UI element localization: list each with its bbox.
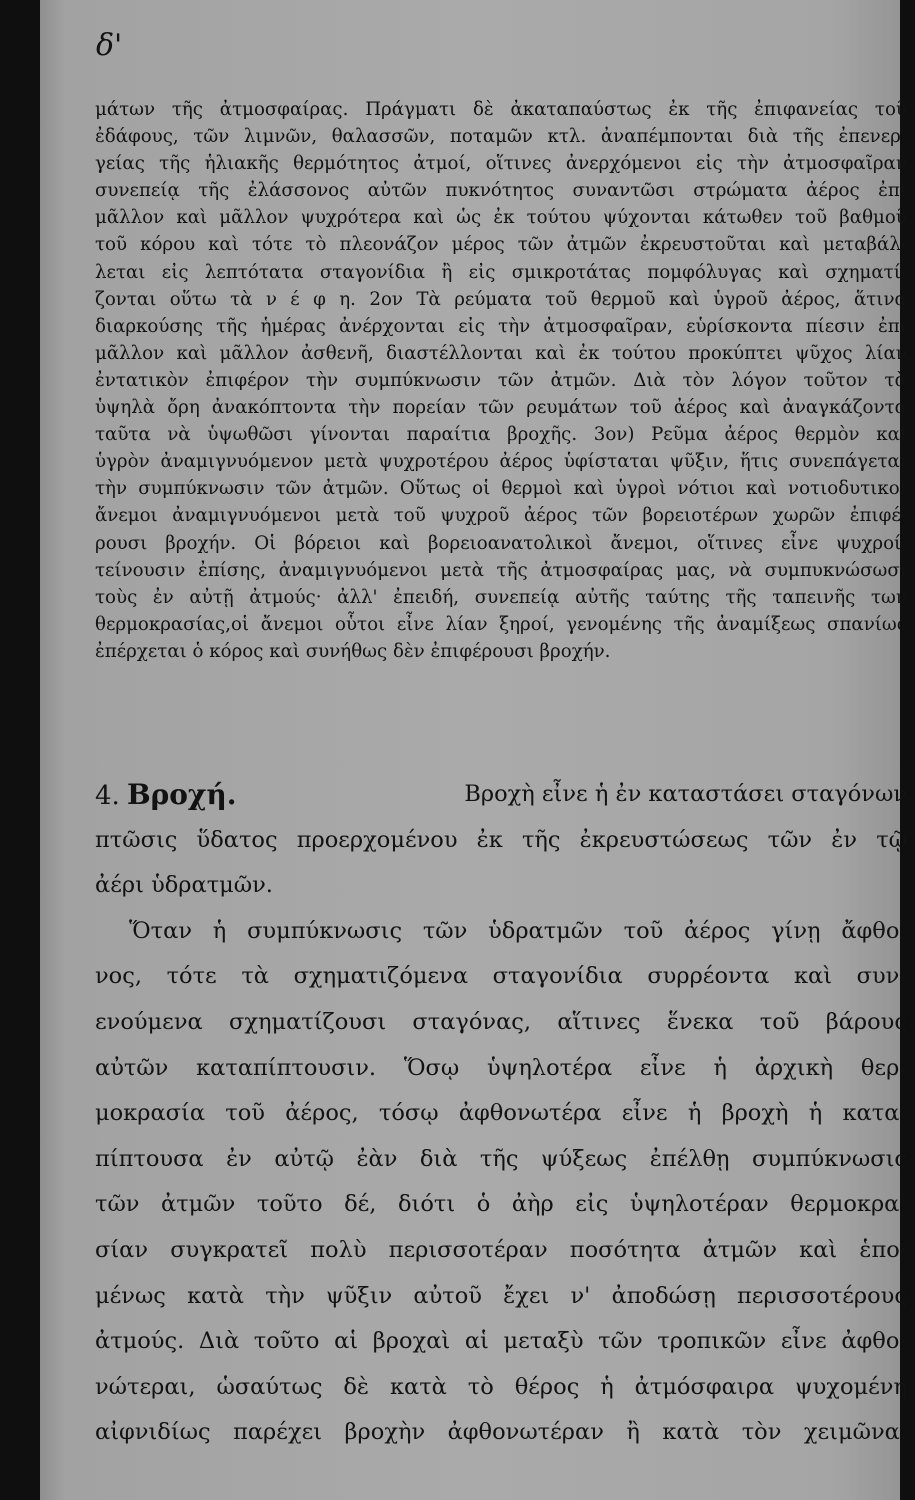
text-line: ὑγρὸν ἀναμιγνυόμενον μετὰ ψυχροτέρου ἀέρος ὑφίσταται ψῦξιν, ἥτις συνεπάγεται xyxy=(95,451,907,473)
text-line: Ὅταν ἡ συμπύκνωσις τῶν ὑδρατμῶν τοῦ ἀέρος γίνῃ ἄφθο- xyxy=(129,917,907,944)
text-line: συνεπείᾳ τῆς ἐλάσσονος αὐτῶν πυκνότητος συναντῶσι στρώματα ἀέρος ἐπὶ xyxy=(95,180,907,202)
text-line: μένως κατὰ τὴν ψῦξιν αὐτοῦ ἔχει ν' ἀποδώσῃ περισσοτέρους xyxy=(95,1282,907,1309)
text-line: ἀτμούς. Διὰ τοῦτο αἱ βροχαὶ αἱ μεταξὺ τῶν τροπικῶν εἶνε ἀφθο- xyxy=(95,1328,907,1355)
text-line: λεται εἰς λεπτότατα σταγονίδια ἢ εἰς σμικροτάτας πομφόλυγας καὶ σχηματί- xyxy=(95,261,907,283)
small-print-paragraph xyxy=(95,96,907,665)
text-line: νος, τότε τὰ σχηματιζόμενα σταγονίδια συρρέοντα καὶ συν- xyxy=(95,963,907,990)
text-line: ἀέρι ὑδρατμῶν. xyxy=(95,872,281,899)
text-line: μάτων τῆς ἀτμοσφαίρας. Πράγματι δὲ ἀκαταπαύστως ἐκ τῆς ἐπιφανείας τοῦ xyxy=(95,99,907,120)
text-line: τείνουσιν ἐπίσης, ἀναμιγνυόμενοι μετὰ τῆς ἀτμοσφαίρας μας, νὰ συμπυκνώσωσι xyxy=(95,559,907,581)
text-line: αὐτῶν καταπίπτουσιν. Ὅσῳ ὑψηλοτέρα εἶνε ἡ ἀρχικὴ θερ- xyxy=(95,1054,907,1081)
text-line: ὑψηλὰ ὄρη ἀνακόπτοντα τὴν πορείαν τῶν ρευμάτων τοῦ ἀέρος καὶ ἀναγκάζοντα xyxy=(95,397,907,419)
text-line: ἐντατικὸν ἐπιφέρον τὴν συμπύκνωσιν τῶν ἀτμῶν. Διὰ τὸν λόγον τοῦτον τὰ xyxy=(95,369,907,391)
text-line: πίπτουσα ἐν αὐτῷ ἐὰν διὰ τῆς ψύξεως ἐπέλθῃ συμπύκνωσις xyxy=(95,1145,907,1172)
text-line: τὴν συμπύκνωσιν τῶν ἀτμῶν. Οὕτως οἱ θερμοὶ καὶ ὑγροὶ νότιοι καὶ νοτιοδυτικοὶ xyxy=(95,478,907,500)
text-line: τῶν ἀτμῶν τοῦτο δέ, διότι ὁ ἀὴρ εἰς ὑψηλοτέραν θερμοκρα- xyxy=(95,1191,907,1218)
section-first-line-text: Βροχὴ εἶνε ἡ ἐν καταστάσει σταγόνων xyxy=(464,781,907,807)
text-line: μοκρασία τοῦ ἀέρος, τόσῳ ἀφθονωτέρα εἶνε ἡ βροχὴ ἡ κατα- xyxy=(95,1100,907,1127)
text-line: τοῦ κόρου καὶ τότε τὸ πλεονάζον μέρος τῶν ἀτμῶν ἐκρευστοῦται καὶ μεταβάλ- xyxy=(95,234,907,256)
text-line: σίαν συγκρατεῖ πολὺ περισσοτέραν ποσότητα ἀτμῶν καὶ ἑπο· xyxy=(95,1236,907,1263)
text-line: ἐπέρχεται ὁ κόρος καὶ συνήθως δὲν ἐπιφέρουσι βροχήν. xyxy=(95,640,617,662)
text-line: πτῶσις ὕδατος προερχομένου ἐκ τῆς ἐκρευστώσεως τῶν ἐν τῷ xyxy=(95,826,907,853)
page-number: δ' xyxy=(96,28,123,63)
text-line: ἐδάφους, τῶν λιμνῶν, θαλασσῶν, ποταμῶν κτλ. ἀναπέμπονται διὰ τῆς ἐπενερ- xyxy=(95,126,907,148)
text-line: τοὺς ἐν αὐτῇ ἀτμούς· ἀλλ' ἐπειδή, συνεπείᾳ αὐτῆς ταύτης τῆς ταπεινῆς των xyxy=(95,586,907,608)
section-title: Βροχή. xyxy=(126,778,237,811)
text-line: ενούμενα σχηματίζουσι σταγόνας, αἵτινες ἕνεκα τοῦ βάρους xyxy=(95,1008,907,1035)
text-line: αἰφνιδίως παρέχει βροχὴν ἀφθονωτέραν ἢ κατὰ τὸν χειμῶνα. xyxy=(95,1419,907,1446)
text-line: μᾶλλον καὶ μᾶλλον ἀσθενῆ, διαστέλλονται καὶ ἐκ τούτου προκύπτει ψῦχος λίαν xyxy=(95,342,907,364)
text-line: ζονται οὕτω τὰ ν έ φ η. 2ον Τὰ ρεύματα τοῦ θερμοῦ καὶ ὑγροῦ ἀέρος, ἅτινα xyxy=(95,288,907,310)
text-line: γείας τῆς ἡλιακῆς θερμότητος ἀτμοί, οἵτινες ἀνερχόμενοι εἰς τὴν ἀτμοσφαῖραν xyxy=(95,153,907,175)
text-line: ρουσι βροχήν. Οἱ βόρειοι καὶ βορειοανατολικοὶ ἄνεμοι, οἵτινες εἶνε ψυχροί, xyxy=(95,532,907,554)
text-line: μᾶλλον καὶ μᾶλλον ψυχρότερα καὶ ὡς ἐκ τούτου ψύχονται κάτωθεν τοῦ βαθμοῦ xyxy=(95,207,907,229)
section-number: 4. xyxy=(95,781,120,811)
text-line: διαρκούσης τῆς ἡμέρας ἀνέρχονται εἰς τὴν ἀτμοσφαῖραν, εὑρίσκοντα πίεσιν ἐπὶ xyxy=(95,315,907,337)
book-page xyxy=(40,0,907,1500)
text-line: νώτεραι, ὡσαύτως δὲ κατὰ τὸ θέρος ἡ ἀτμόσφαιρα ψυχομένη xyxy=(95,1373,907,1400)
text-line: θερμοκρασίας,οἱ ἄνεμοι οὗτοι εἶνε λίαν ξηροί, γενομένης τῆς ἀναμίξεως σπανίως xyxy=(95,613,907,635)
text-line: ἄνεμοι ἀναμιγνυόμενοι μετὰ τοῦ ψυχροῦ ἀέρος τῶν βορειοτέρων χωρῶν ἐπιφέ- xyxy=(95,505,907,527)
section-body xyxy=(95,772,907,1456)
text-line: ταῦτα νὰ ὑψωθῶσι γίνονται παραίτια βροχῆς. 3ον) Ρεῦμα ἀέρος θερμὸν καὶ xyxy=(95,424,907,446)
section-heading-line xyxy=(95,772,907,818)
